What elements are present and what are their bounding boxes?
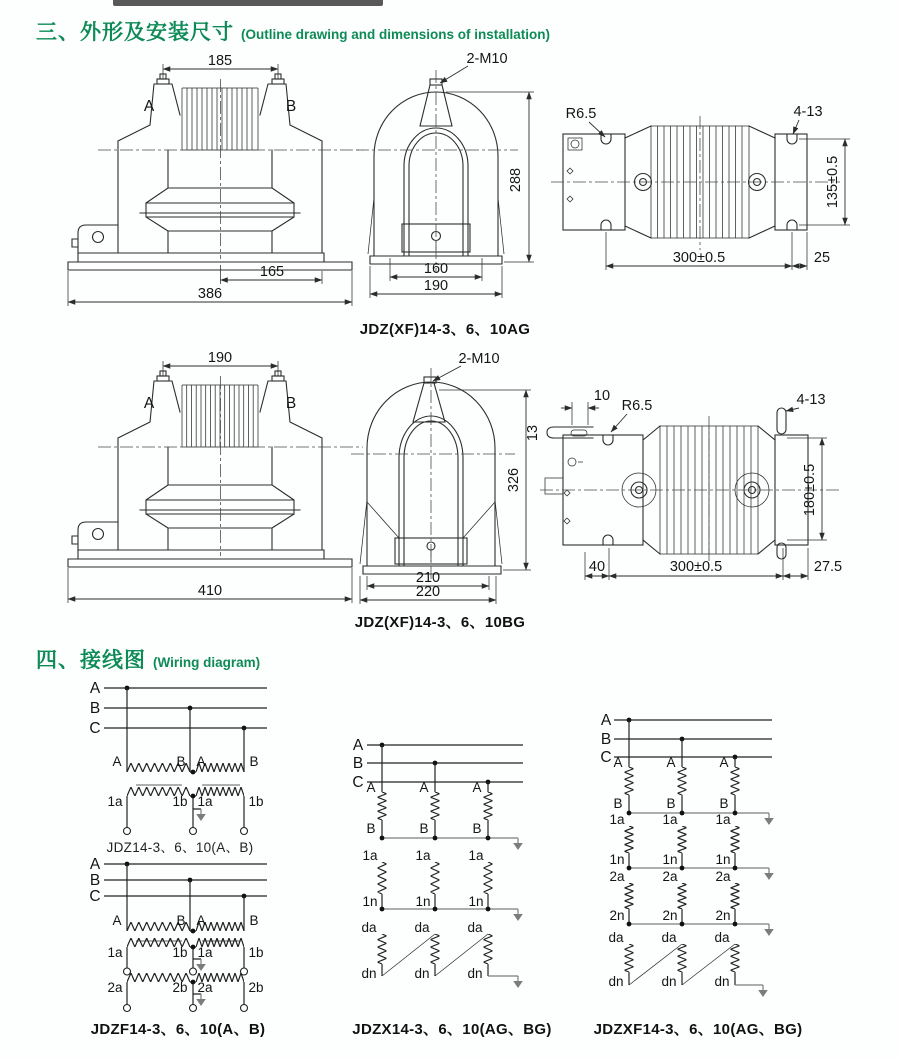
- bus-b-label: B: [89, 872, 101, 889]
- dim-inner: 210: [415, 570, 441, 586]
- section-outline-number: 三、: [36, 21, 80, 44]
- ground-icon: [513, 909, 523, 921]
- primary-top-label: A: [419, 780, 429, 795]
- drawing-ag-side-view: [356, 51, 534, 298]
- aux-top-label: da: [661, 930, 677, 945]
- ground-icon: [196, 994, 206, 1006]
- dim-base: 386: [197, 286, 223, 302]
- primary-top-label: A: [719, 755, 729, 770]
- section-wiring-title: 接线图: [80, 649, 146, 672]
- aux-top-label: da: [608, 930, 624, 945]
- caption-jdzf: JDZF14-3、6、10(A、B): [90, 1021, 266, 1038]
- bolt-callout: 2-M10: [458, 351, 500, 367]
- section-outline-title-en: (Outline drawing and dimensions of installation): [241, 27, 551, 42]
- sec1-bottom-label: 1n: [362, 894, 378, 909]
- dim-outer: 220: [415, 584, 441, 600]
- drawing-ag-plan-view: [551, 104, 850, 270]
- dim-vertical: 180±0.5: [802, 463, 818, 517]
- bus-c-label: C: [352, 774, 364, 791]
- radius-callout: R6.5: [621, 398, 653, 414]
- holes-callout: 4-13: [793, 104, 823, 120]
- secondary-label: 1b: [172, 794, 188, 809]
- secondary2-label: 2a: [107, 980, 123, 995]
- section-wiring-title-en: (Wiring diagram): [153, 655, 261, 670]
- primary-top-label: A: [666, 755, 676, 770]
- sec1-top-label: 1a: [715, 812, 731, 827]
- dim-length: 300±0.5: [672, 250, 726, 266]
- dim-width-top: 185: [207, 53, 233, 69]
- bus-b-label: B: [89, 700, 101, 717]
- primary-label: B: [249, 754, 259, 769]
- secondary-label: 1a: [197, 794, 213, 809]
- primary-label: A: [112, 754, 122, 769]
- secondary-label: 1a: [107, 794, 123, 809]
- aux-top-label: da: [467, 920, 483, 935]
- section-wiring-number: 四、: [36, 649, 80, 672]
- aux-bottom-label: dn: [361, 966, 377, 981]
- secondary2-label: 2b: [248, 980, 264, 995]
- secondary1-label: 1a: [107, 945, 123, 960]
- primary-bottom-label: B: [419, 821, 429, 836]
- primary-bottom-label: B: [613, 796, 623, 811]
- primary-bottom-label: B: [666, 796, 676, 811]
- ground-icon: [764, 868, 774, 880]
- primary-label: A: [196, 913, 206, 928]
- drawing-bg-side-view: [351, 351, 531, 604]
- sec1-top-label: 1a: [662, 812, 678, 827]
- primary-bottom-label: B: [366, 821, 376, 836]
- secondary-label: 1b: [248, 794, 264, 809]
- bus-a-label: A: [89, 680, 101, 697]
- dim-outer: 190: [423, 278, 449, 294]
- secondary1-label: 1b: [248, 945, 264, 960]
- ground-icon: [764, 813, 774, 825]
- aux-top-label: da: [714, 930, 730, 945]
- aux-top-label: da: [414, 920, 430, 935]
- primary-label: B: [176, 754, 186, 769]
- secondary1-label: 1b: [172, 945, 188, 960]
- aux-bottom-label: dn: [414, 966, 430, 981]
- bus-c-label: C: [89, 888, 101, 905]
- terminal-b-label: B: [285, 395, 297, 412]
- sec1-bottom-label: 1n: [609, 852, 625, 867]
- primary-top-label: A: [366, 780, 376, 795]
- bus-b-label: B: [600, 731, 612, 748]
- sec2-bottom-label: 2n: [662, 908, 678, 923]
- primary-label: A: [196, 754, 206, 769]
- sec1-top-label: 1a: [362, 848, 378, 863]
- primary-label: B: [176, 913, 186, 928]
- aux-bottom-label: dn: [608, 974, 624, 989]
- dim-offset: 25: [813, 250, 831, 266]
- dim-inner: 160: [423, 261, 449, 277]
- sec1-top-label: 1a: [609, 812, 625, 827]
- ground-icon: [764, 924, 774, 936]
- primary-top-label: A: [613, 755, 623, 770]
- secondary2-label: 2b: [172, 980, 188, 995]
- ground-icon: [758, 985, 768, 997]
- terminal-a-label: A: [143, 98, 155, 115]
- ground-icon: [196, 959, 206, 971]
- bus-a-label: A: [352, 737, 364, 754]
- section-outline-title: 外形及安装尺寸: [80, 21, 234, 44]
- sec1-top-label: 1a: [415, 848, 431, 863]
- wiring-diagram-jdzx: [352, 737, 523, 988]
- bus-a-label: A: [600, 712, 612, 729]
- sec2-bottom-label: 2n: [609, 908, 625, 923]
- dim-length: 300±0.5: [669, 559, 723, 575]
- dim-width-top: 190: [207, 350, 233, 366]
- terminal-b-label: B: [285, 98, 297, 115]
- caption-jdz: JDZ14-3、6、10(A、B): [106, 840, 254, 855]
- ground-icon: [196, 809, 206, 821]
- dim-base: 410: [197, 583, 223, 599]
- secondary1-label: 1a: [197, 945, 213, 960]
- primary-bottom-label: B: [719, 796, 729, 811]
- dim-vertical: 135±0.5: [825, 155, 841, 209]
- sec2-top-label: 2a: [662, 869, 678, 884]
- bus-c-label: C: [89, 720, 101, 737]
- dim-left: 40: [588, 559, 606, 575]
- primary-bottom-label: B: [472, 821, 482, 836]
- primary-top-label: A: [472, 780, 482, 795]
- dim-slot: 10: [593, 388, 611, 404]
- bolt-callout: 2-M10: [466, 51, 508, 67]
- drawing-ag-front-view: [68, 53, 363, 306]
- caption-jdz-xf-bg: JDZ(XF)14-3、6、10BG: [354, 614, 526, 631]
- aux-top-label: da: [361, 920, 377, 935]
- caption-jdzx: JDZX14-3、6、10(AG、BG): [352, 1021, 552, 1038]
- wiring-diagram-jdzxf: [600, 712, 773, 997]
- sec2-bottom-label: 2n: [715, 908, 731, 923]
- bus-c-label: C: [600, 749, 612, 766]
- caption-jdz-xf-ag: JDZ(XF)14-3、6、10AG: [359, 321, 531, 338]
- ground-icon: [513, 976, 523, 988]
- radius-callout: R6.5: [565, 106, 597, 122]
- caption-jdzxf: JDZXF14-3、6、10(AG、BG): [593, 1021, 803, 1038]
- aux-bottom-label: dn: [714, 974, 730, 989]
- sec1-bottom-label: 1n: [715, 852, 731, 867]
- sec1-bottom-label: 1n: [662, 852, 678, 867]
- bus-b-label: B: [352, 755, 364, 772]
- dim-height: 326: [506, 467, 522, 493]
- holes-callout: 4-13: [796, 392, 826, 408]
- dim-offset: 27.5: [813, 559, 843, 575]
- drawing-bg-front-view: [68, 350, 363, 603]
- sec2-top-label: 2a: [609, 869, 625, 884]
- terminal-a-label: A: [143, 395, 155, 412]
- bus-a-label: A: [89, 856, 101, 873]
- wiring-diagram-jdzf: [89, 856, 267, 1012]
- sec1-bottom-label: 1n: [468, 894, 484, 909]
- dim-height: 288: [508, 167, 524, 193]
- aux-bottom-label: dn: [661, 974, 677, 989]
- dim-mid: 165: [259, 264, 285, 280]
- aux-bottom-label: dn: [467, 966, 483, 981]
- sec1-bottom-label: 1n: [415, 894, 431, 909]
- primary-label: B: [249, 913, 259, 928]
- primary-label: A: [112, 913, 122, 928]
- dim-tab: 13: [525, 424, 541, 442]
- sec1-top-label: 1a: [468, 848, 484, 863]
- drawing-bg-plan-view: [525, 388, 842, 580]
- secondary2-label: 2a: [197, 980, 213, 995]
- sec2-top-label: 2a: [715, 869, 731, 884]
- wiring-diagram-jdz: [89, 680, 267, 835]
- ground-icon: [513, 838, 523, 850]
